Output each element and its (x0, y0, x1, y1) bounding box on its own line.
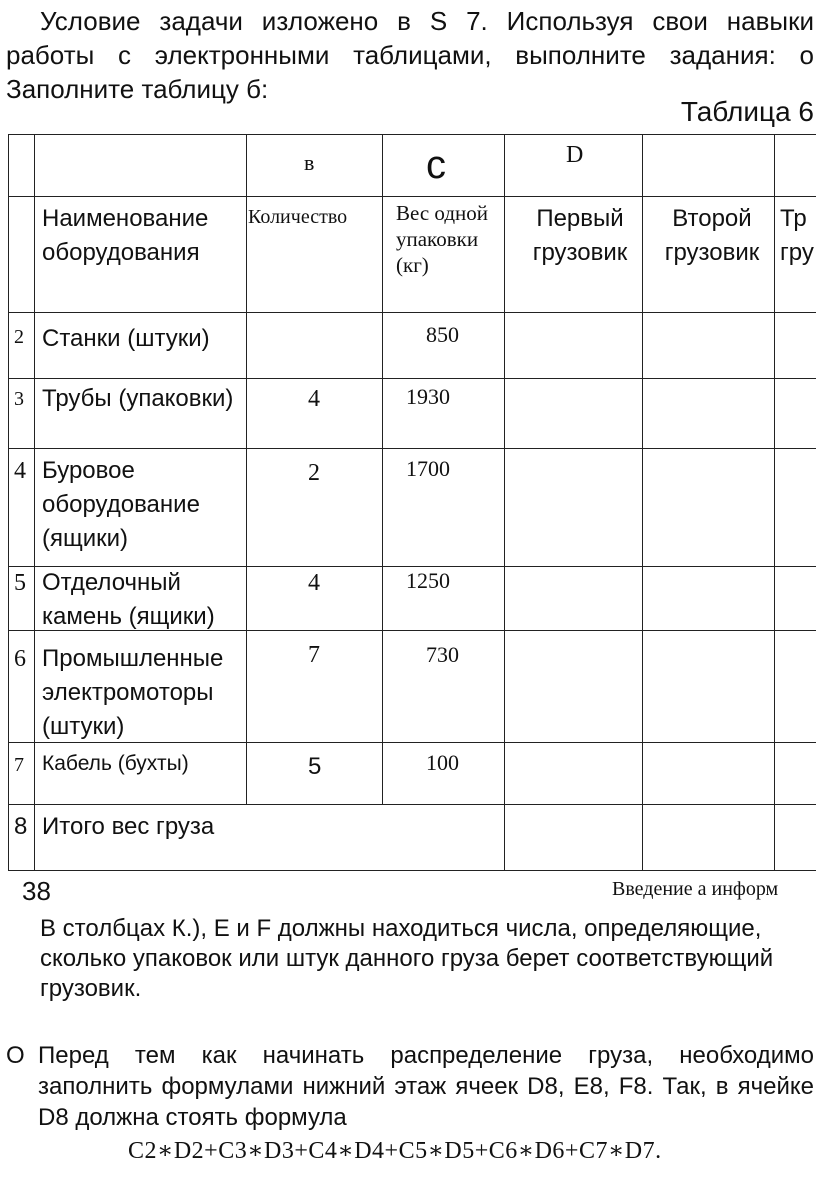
row-weight: 850 (426, 322, 459, 347)
row-divider (8, 804, 816, 805)
row-number: 2 (14, 326, 24, 348)
col-divider (642, 134, 643, 870)
row-number: 3 (14, 388, 24, 410)
col-divider (382, 134, 383, 804)
row-name: Промышленные электромоторы (штуки) (42, 645, 224, 740)
row-divider (8, 196, 816, 197)
header-truck3: Тр гру (780, 205, 814, 266)
formula-paragraph (6, 1040, 814, 1133)
row-qty: 4 (308, 570, 320, 596)
table-border-top (8, 134, 816, 135)
columns-paragraph: В столбцах К.), Е и F должны находиться числа, определяющие, сколько упаковок или штук данного груза берет соответствующий грузовик. (40, 915, 774, 1002)
running-title: Введение а информ (612, 878, 779, 900)
formula-paragraph-text: Перед тем как начинать распределение груза, необходимо заполнить формулами нижний этаж ячеек D8, Е8, F8. Так, в ячейке D8 должна стоять формула (38, 1042, 814, 1131)
row-weight: 1930 (406, 384, 450, 409)
row-weight: 100 (426, 750, 459, 775)
header-truck1: Первый грузовик (532, 205, 628, 266)
row-number: 4 (14, 458, 26, 484)
row-divider (8, 378, 816, 379)
row-number: 5 (14, 570, 26, 596)
col-divider (774, 134, 775, 870)
row-name: Станки (штуки) (42, 325, 210, 352)
row-divider (8, 312, 816, 313)
row-weight: 1250 (406, 568, 450, 593)
row-name: Отделочный камень (ящики) (42, 569, 215, 630)
row-weight: 1700 (406, 456, 450, 481)
formula: C2∗D2+C3∗D3+C4∗D4+C5∗D5+C6∗D6+C7∗D7. (128, 1138, 662, 1164)
data-table (8, 134, 816, 870)
col-letter-d: D (566, 142, 584, 168)
row-number: 8 (14, 813, 28, 840)
row-name: Итого вес груза (42, 813, 215, 840)
row-number: 6 (14, 646, 26, 672)
intro-text: Условие задачи изложено в S 7. Используя свои навыки работы с электронными таблицами, выполните задания: о Заполните таблицу б: (6, 6, 814, 104)
table-border-bottom (8, 870, 816, 871)
header-name: Наименование оборудования (42, 205, 209, 266)
bullet-mark: О (6, 1042, 25, 1069)
page-number: 38 (22, 876, 51, 906)
row-name: Кабель (бухты) (42, 752, 189, 775)
header-truck2: Второй грузовик (664, 205, 760, 266)
row-qty: 4 (308, 386, 320, 412)
row-name: Трубы (упаковки) (42, 385, 234, 412)
col-divider (34, 134, 35, 870)
row-name: Буровое оборудование (ящики) (42, 457, 200, 552)
col-letter-c: с (426, 143, 446, 187)
col-divider (8, 134, 9, 870)
table-caption: Таблица 6 (680, 96, 814, 127)
row-qty: 7 (308, 642, 320, 668)
row-qty: 5 (308, 753, 322, 780)
header-qty: Количество (248, 206, 348, 228)
row-number: 7 (14, 754, 24, 776)
row-qty: 2 (308, 460, 320, 486)
row-weight: 730 (426, 642, 459, 667)
col-letter-b: в (304, 150, 315, 175)
header-weight: Вес одной упаковки (кг) (396, 201, 488, 277)
intro-paragraph (6, 4, 814, 106)
row-divider (8, 448, 816, 449)
